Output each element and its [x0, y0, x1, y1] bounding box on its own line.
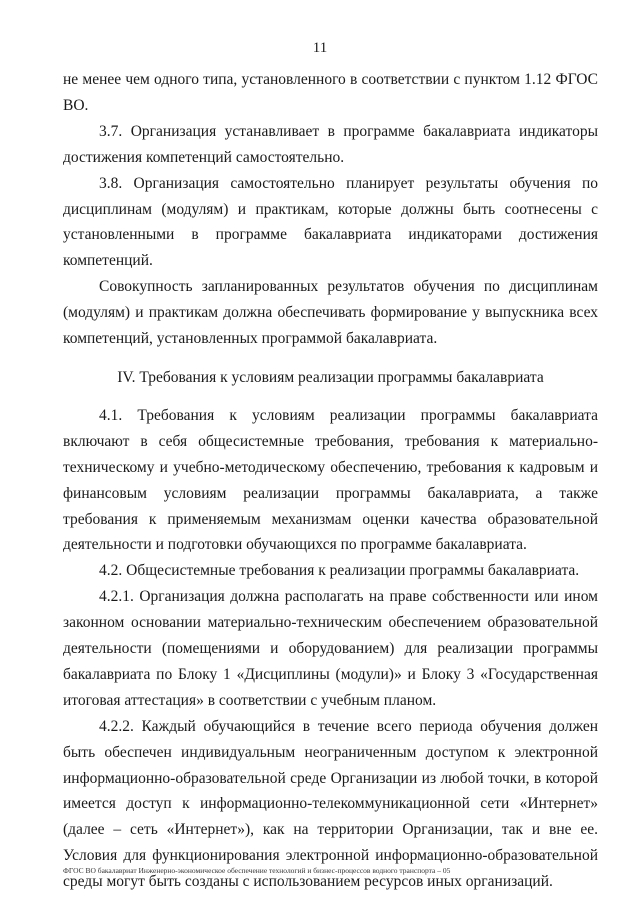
paragraph-4-1: 4.1. Требования к условиям реализации программы бакалавриата включают в себя общесистемные требования, требования к материально-техническому и учебно-методическому обеспечению, требования к кадровым и финансовым условиям реализации программы бакалавриата, а также требования к применяемым механизмам оценки качества образовательной деятельности и подготовки обучающихся по программе бакалавриата.	[63, 406, 598, 554]
paragraph-3-7: 3.7. Организация устанавливает в программе бакалавриата индикаторы достижения компетенций самостоятельно.	[63, 122, 598, 166]
section-heading: IV. Требования к условиям реализации программы бакалавриата	[117, 368, 544, 386]
document-body	[63, 67, 598, 895]
page-number: 11	[312, 40, 328, 56]
paragraph-4-2-1: 4.2.1. Организация должна располагать на праве собственности или ином законном основании материально-техническим обеспечением образовательной деятельности (помещениями и оборудованием) для реализации программы бакалавриата по Блоку 1 «Дисциплины (модули)» и Блоку 3 «Государственная итоговая аттестация» в соответствии с учебным планом.	[63, 588, 598, 709]
paragraph-continuation: не менее чем одного типа, установленного в соответствии с пунктом 1.12 ФГОС ВО.	[63, 71, 598, 114]
paragraph-4-2-2: 4.2.2. Каждый обучающийся в течение всего периода обучения должен быть обеспечен индивидуальным неограниченным доступом к электронной информационно-образовательной среде Организации из любой точки, в которой имеется доступ к информационно-телекоммуникационной сети «Интернет» (далее – сеть «Интернет»), как на территории Организации, так и вне ее. Условия для функционирования электронной информационно-образовательной среды могут быть созданы с использованием ресурсов иных организаций.	[63, 717, 598, 891]
paragraph-3-8: 3.8. Организация самостоятельно планирует результаты обучения по дисциплинам (модулям) и практикам, которые должны быть соотнесены с установленными в программе бакалавриата индикаторами достижения компетенций.	[63, 174, 598, 270]
paragraph-learning-outcomes: Совокупность запланированных результатов обучения по дисциплинам (модулям) и практикам должна обеспечивать формирование у выпускника всех компетенций, установленных программой бакалавриата.	[63, 278, 598, 348]
paragraph-4-2: 4.2. Общесистемные требования к реализации программы бакалавриата.	[99, 562, 580, 580]
page-footer: ФГОС ВО бакалавриат Инженерно-экономическое обеспечение технологий и бизнес-процессов водного транспорта – 05	[63, 866, 451, 875]
